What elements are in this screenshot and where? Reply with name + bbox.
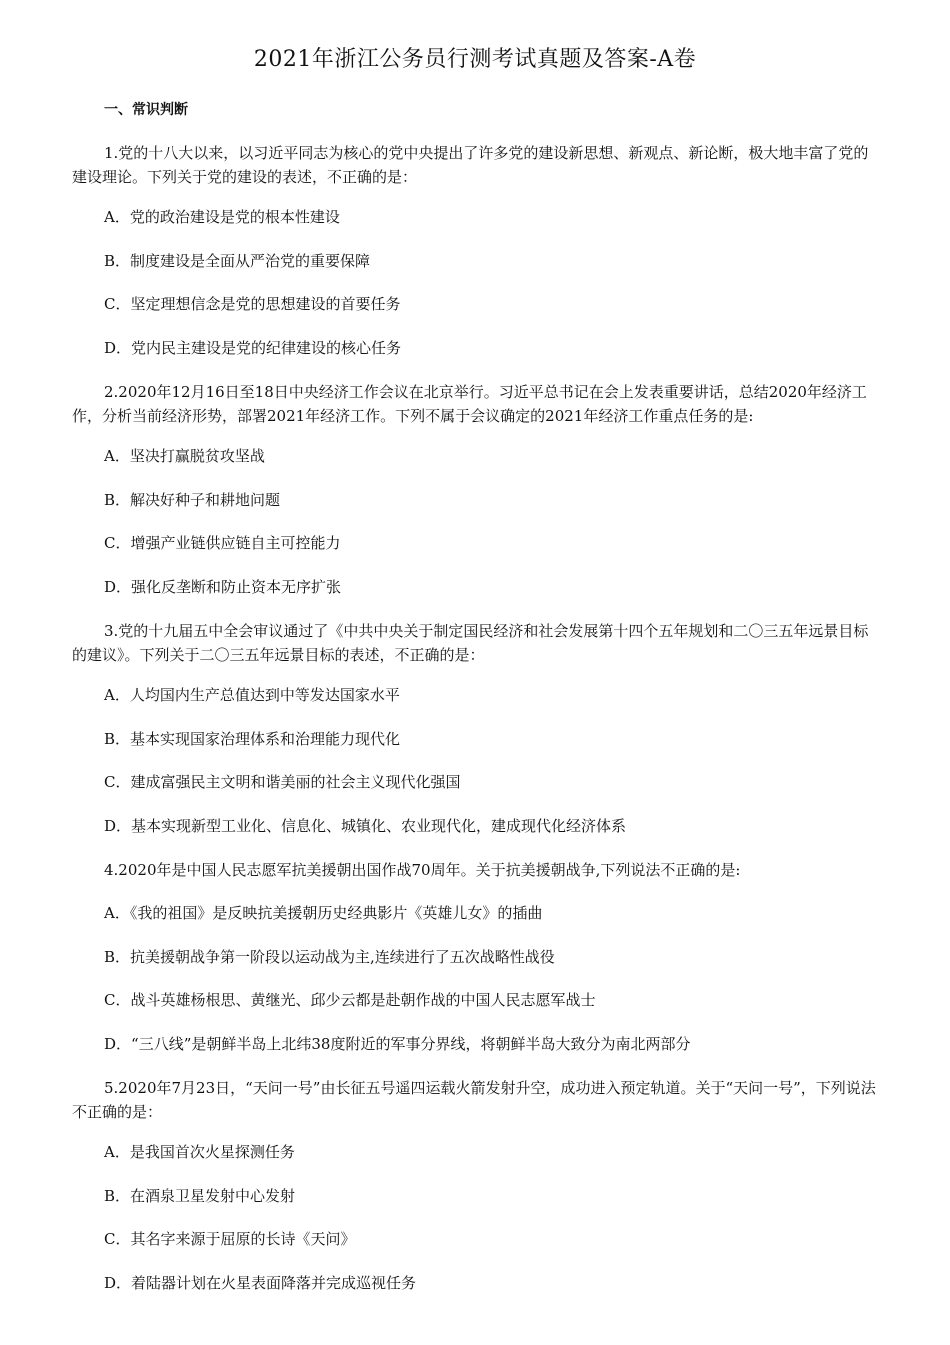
question-5-option-a: A．是我国首次火星探测任务 — [104, 1143, 295, 1161]
question-1-option-a: A．党的政治建设是党的根本性建设 — [104, 208, 340, 226]
question-3-option-a: A．人均国内生产总值达到中等发达国家水平 — [104, 686, 400, 704]
question-4-stem: 4.2020年是中国人民志愿军抗美援朝出国作战70周年。关于抗美援朝战争,下列说法不正确的是: — [104, 861, 741, 879]
question-3-option-b: B．基本实现国家治理体系和治理能力现代化 — [104, 730, 401, 748]
question-2-option-c: C．增强产业链供应链自主可控能力 — [104, 534, 341, 552]
question-4-option-b: B．抗美援朝战争第一阶段以运动战为主,连续进行了五次战略性战役 — [104, 948, 555, 966]
question-1-option-b: B．制度建设是全面从严治党的重要保障 — [104, 252, 371, 270]
question-2-option-d: D．强化反垄断和防止资本无序扩张 — [104, 578, 342, 596]
question-5-stem: 5.2020年7月23日，“天问一号”由长征五号遥四运载火箭发射升空，成功进入预定轨道。关于“天问一号”，下列说法不正确的是： — [72, 1079, 876, 1121]
question-1-option-d: D．党内民主建设是党的纪律建设的核心任务 — [104, 339, 402, 357]
question-3-stem: 3.党的十九届五中全会审议通过了《中共中央关于制定国民经济和社会发展第十四个五年规划和二〇三五年远景目标的建议》。下列关于二〇三五年远景目标的表述，不正确的是： — [72, 622, 869, 664]
question-2-option-a: A．坚决打赢脱贫攻坚战 — [104, 447, 265, 465]
section-heading: 一、常识判断 — [104, 102, 188, 118]
question-5-option-c: C．其名字来源于屈原的长诗《天问》 — [104, 1230, 356, 1248]
question-5-option-d: D．着陆器计划在火星表面降落并完成巡视任务 — [104, 1274, 417, 1292]
question-2-stem: 2.2020年12月16日至18日中央经济工作会议在北京举行。习近平总书记在会上发表重要讲话，总结2020年经济工作，分析当前经济形势，部署2021年经济工作。下列不属于会议确定的2021年经济工作重点任务的是: — [72, 383, 867, 425]
question-1-option-c: C．坚定理想信念是党的思想建设的首要任务 — [104, 295, 401, 313]
question-3-option-d: D．基本实现新型工业化、信息化、城镇化、农业现代化，建成现代化经济体系 — [104, 817, 627, 835]
question-3-option-c: C．建成富强民主文明和谐美丽的社会主义现代化强国 — [104, 773, 461, 791]
question-2-option-b: B．解决好种子和耕地问题 — [104, 491, 281, 509]
question-5-option-b: B．在酒泉卫星发射中心发射 — [104, 1187, 296, 1205]
question-4-option-a: A．《我的祖国》是反映抗美援朝历史经典影片《英雄儿女》的插曲 — [104, 904, 543, 922]
question-1-stem: 1.党的十八大以来，以习近平同志为核心的党中央提出了许多党的建设新思想、新观点、新论断，极大地丰富了党的建设理论。下列关于党的建设的表述，不正确的是： — [72, 144, 869, 186]
document-title: 2021年浙江公务员行测考试真题及答案-A卷 — [253, 47, 697, 72]
question-4-option-c: C．战斗英雄杨根思、黄继光、邱少云都是赴朝作战的中国人民志愿军战士 — [104, 991, 596, 1009]
question-4-option-d: D．“三八线”是朝鲜半岛上北纬38度附近的军事分界线，将朝鲜半岛大致分为南北两部分 — [104, 1035, 691, 1053]
